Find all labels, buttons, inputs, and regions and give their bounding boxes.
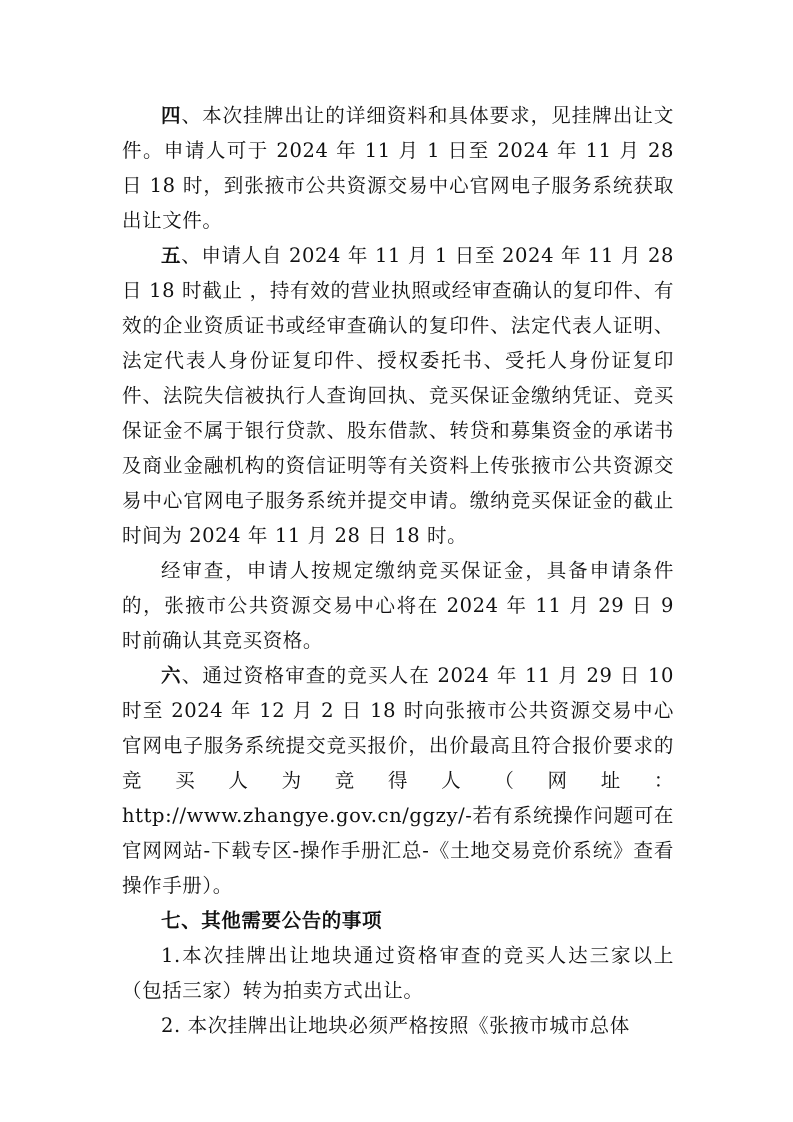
paragraph-section-4 xyxy=(122,98,674,238)
section-number: 六 xyxy=(161,664,182,687)
paragraph-text: 、申请人自 2024 年 11 月 1 日至 2024 年 11 月 28 日 18 时截止 ，持有效的营业执照或经审查确认的复印件、有效的企业资质证书或经审查确认的复印件、法定代表人证明、法定代表人身份证复印件、授权委托书、受托人身份证复印件、法院失信被执行人查询回执、竞买保证金缴纳凭证、竞买保证金不属于银行贷款、股东借款、转贷和募集资金的承诺书及商业金融机构的资信证明等有关资料上传张掖市公共资源交易中心官网电子服务系统并提交申请。缴纳竞买保证金的截止时间为 2024 年 11 月 28 日 18 时。 xyxy=(122,244,674,547)
paragraph-review xyxy=(122,553,674,658)
paragraph-text: 、通过资格审查的竞买人在 2024 年 11 月 29 日 10 时至 2024 年 12 月 2 日 18 时向张掖市公共资源交易中心官网电子服务系统提交竞买报价，出价最高且符合报价要求的竞买人为竞得人（网址：http://www.zhangye.gov.cn/ggzy/-若有系统操作问题可在官网网站-下载专区-操作手册汇总-《土地交易竞价系统》查看操作手册）。 xyxy=(122,664,674,897)
section-number: 五 xyxy=(161,244,182,267)
section-number: 四 xyxy=(161,104,182,127)
paragraph-text: 经审查，申请人按规定缴纳竞买保证金，具备申请条件的，张掖市公共资源交易中心将在 2024 年 11 月 29 日 9 时前确认其竞买资格。 xyxy=(122,559,674,652)
list-item: 2. 本次挂牌出让地块必须严格按照《张掖市城市总体 xyxy=(161,1014,630,1037)
document-body xyxy=(122,98,674,1043)
paragraph-section-6 xyxy=(122,658,674,903)
list-item: 1.本次挂牌出让地块通过资格审查的竞买人达三家以上（包括三家）转为拍卖方式出让。 xyxy=(122,944,674,1002)
paragraph-section-5 xyxy=(122,238,674,553)
section-heading: 七、其他需要公告的事项 xyxy=(161,909,383,932)
paragraph-text: 、本次挂牌出让的详细资料和具体要求，见挂牌出让文件。申请人可于 2024 年 11 月 1 日至 2024 年 11 月 28 日 18 时，到张掖市公共资源交易中心官网电子服务系统获取出让文件。 xyxy=(122,104,674,232)
